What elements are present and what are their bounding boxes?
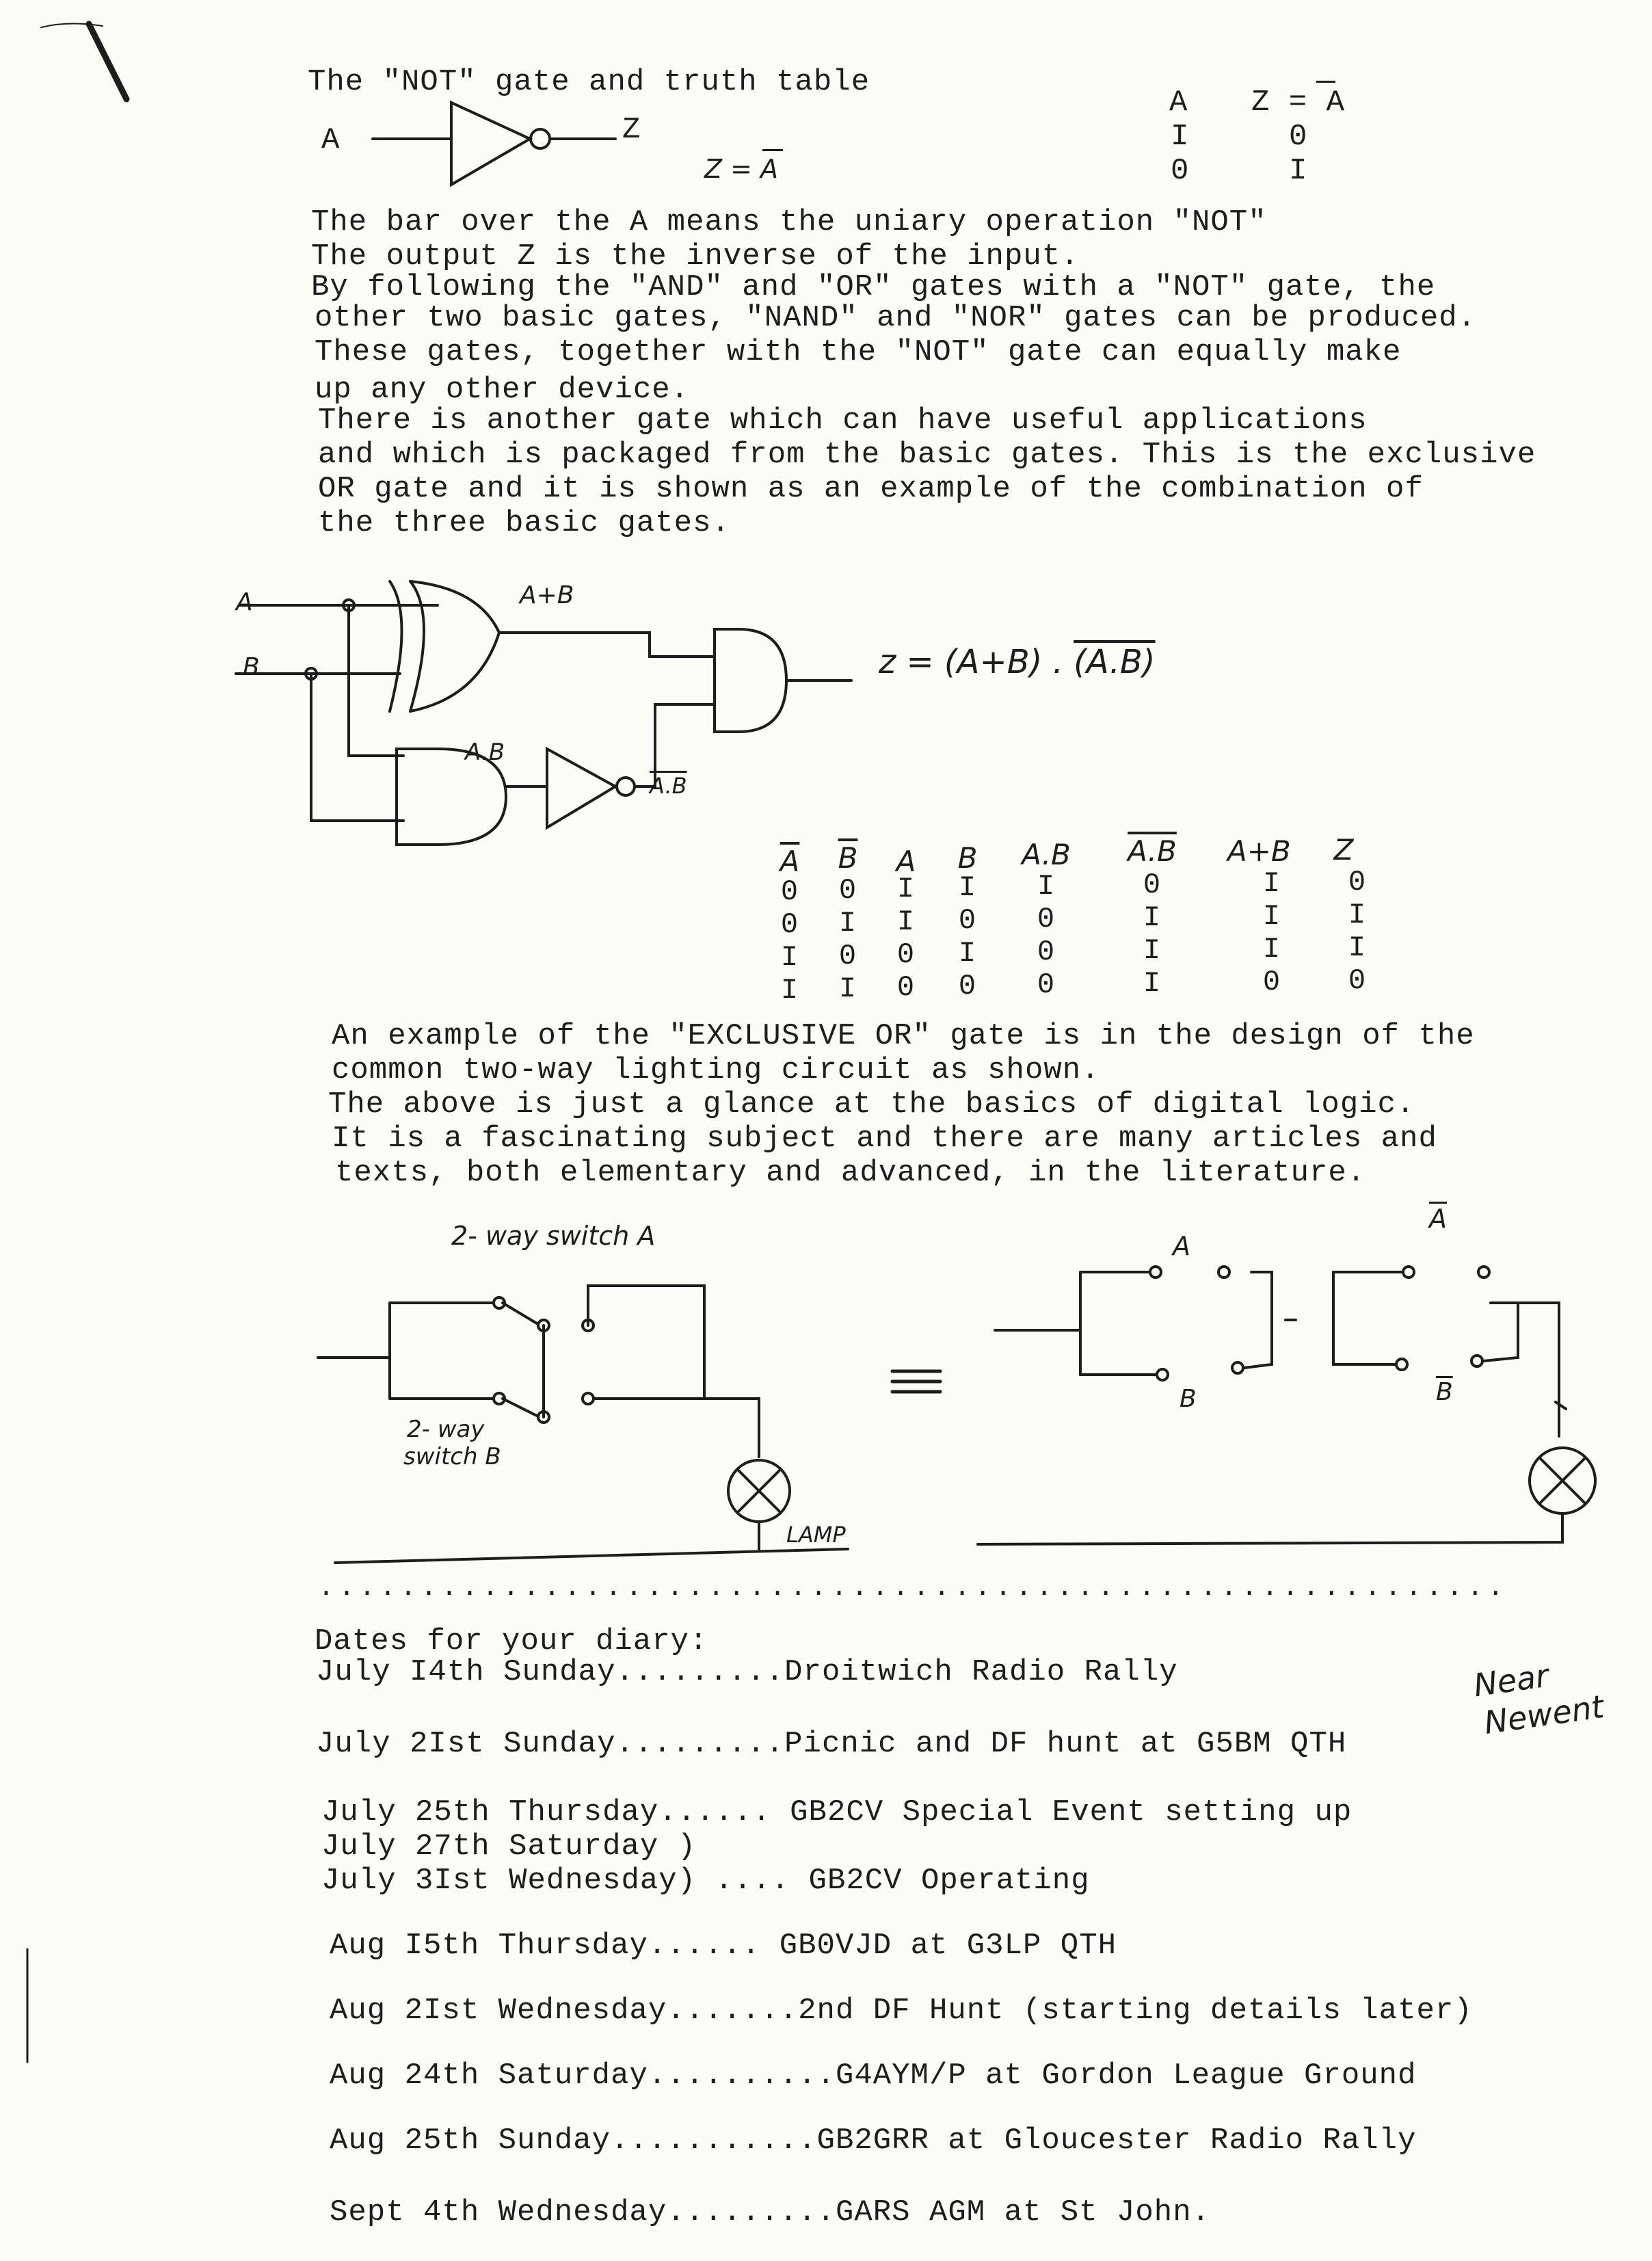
- diary-day: I4th: [410, 1655, 485, 1689]
- switch-a-label: 2- way switch A: [451, 1221, 656, 1251]
- xor-cell: I: [896, 873, 916, 905]
- xor-cell: 0: [896, 971, 916, 1004]
- diary-entry: [330, 2195, 1210, 2230]
- xor-cell: I: [780, 974, 799, 1007]
- xor-header: A.B: [1022, 838, 1071, 871]
- diary-dots: .........: [615, 1655, 785, 1689]
- corner-mark: [89, 24, 126, 99]
- text-line: The output Z is the inverse of the input.: [311, 239, 1080, 274]
- switch-b-label-1: 2- way: [407, 1416, 485, 1443]
- diary-event: 2nd DF Hunt (starting details later): [798, 1994, 1473, 2028]
- diary-event: GB2CV Operating: [808, 1864, 1090, 1898]
- xor-cell: 0: [838, 874, 857, 907]
- text-line: It is a fascinating subject and there are many articles and: [332, 1122, 1437, 1156]
- diary-day: I5th: [404, 1929, 480, 1963]
- equivalence-sign: [892, 1371, 940, 1392]
- not-table-overbar: [1316, 81, 1335, 83]
- not-output-label: [650, 773, 687, 799]
- diary-day: 27th: [415, 1829, 490, 1864]
- xor-cell: I: [1143, 901, 1162, 934]
- diary-entry: [316, 1727, 1346, 1761]
- diary-month: Aug: [330, 2059, 386, 2093]
- xor-cell: I: [838, 907, 857, 940]
- xor-formula-bar: (A.B): [1074, 643, 1156, 681]
- xor-cell: I: [1262, 933, 1281, 966]
- text-line: the three basic gates.: [318, 506, 730, 540]
- lighting-circuit-right: [978, 1267, 1595, 1544]
- formula-overbar: [762, 149, 783, 151]
- diary-title: Dates for your diary:: [315, 1624, 708, 1658]
- diary-day: 2Ist: [410, 1727, 485, 1761]
- diary-dots: .........: [615, 1727, 785, 1761]
- diary-weekday: Sunday: [498, 2124, 611, 2158]
- right-a-label: A: [1173, 1231, 1190, 1261]
- xor-header: Z: [1333, 833, 1354, 867]
- diary-month: July: [321, 1829, 397, 1864]
- xor-header: B: [957, 841, 978, 875]
- xor-header: A+B: [1227, 834, 1291, 868]
- diary-month: July: [321, 1864, 397, 1898]
- not-table-cell: 0: [1171, 154, 1190, 188]
- xor-header: A.B: [1128, 834, 1177, 868]
- diary-weekday: Saturday: [498, 2059, 648, 2093]
- diary-event: GB2GRR at Gloucester Radio Rally: [816, 2124, 1417, 2158]
- diary-event: GB0VJD at G3LP QTH: [779, 1929, 1117, 1963]
- not-table-cell: I: [1289, 154, 1308, 188]
- not-table-header-z: Z = A: [1251, 85, 1346, 120]
- diary-day: 24th: [404, 2059, 480, 2093]
- diary-weekday: Sunday: [503, 1655, 616, 1689]
- xor-header: $\overline{A}$: [780, 845, 800, 878]
- diary-event: G4AYM/P at Gordon League Ground: [835, 2059, 1417, 2093]
- text-line: common two-way lighting circuit as shown.: [332, 1053, 1100, 1087]
- diary-dots: ..........: [648, 2059, 836, 2093]
- text-line: up any other device.: [315, 373, 690, 407]
- xor-circuit-wires: [236, 581, 851, 845]
- xor-cell: 0: [1348, 866, 1367, 899]
- page-title: The "NOT" gate and truth table: [308, 65, 870, 99]
- diary-weekday: Wednesday): [509, 1864, 697, 1898]
- xor-cell: 0: [1348, 964, 1367, 997]
- not-table-header-a: A: [1169, 85, 1188, 120]
- diary-weekday: Wednesday: [498, 2195, 667, 2230]
- diary-dots: .......: [667, 1994, 799, 2028]
- text-line: The bar over the A means the uniary operation "NOT": [311, 205, 1267, 239]
- diary-event: Picnic and DF hunt at G5BM QTH: [784, 1727, 1347, 1761]
- diary-weekday: Saturday ): [509, 1829, 697, 1864]
- right-not-a-label: $\overline{A}$: [1429, 1204, 1447, 1234]
- xor-cell: I: [780, 941, 799, 974]
- not-gate-output-label: Z: [622, 113, 641, 147]
- xor-cell: I: [1143, 934, 1162, 967]
- diary-dots: .........: [667, 2195, 836, 2230]
- xor-input-a: A: [236, 588, 253, 616]
- xor-formula-prefix: z = (A+B) .: [879, 643, 1063, 681]
- diary-entry: [321, 1829, 696, 1864]
- margin-note-line-2: Newent: [1482, 1688, 1606, 1741]
- diary-entry: [330, 2059, 1416, 2093]
- diary-weekday: Thursday: [498, 1929, 648, 1963]
- diary-dots: ......: [658, 1795, 771, 1829]
- diary-entry: [330, 1929, 1117, 1963]
- text-line: other two basic gates, "NAND" and "NOR" gates can be produced.: [315, 301, 1477, 335]
- diary-month: July: [321, 1795, 397, 1829]
- xor-cell: 0: [896, 938, 916, 971]
- text-line: These gates, together with the "NOT" gate can equally make: [315, 335, 1402, 369]
- dotted-separator: ..........................................................: [318, 1573, 1508, 1604]
- xor-cell: I: [1348, 931, 1367, 964]
- lamp-label: LAMP: [786, 1522, 846, 1548]
- xor-cell: I: [958, 937, 977, 970]
- text-line: and which is packaged from the basic gates. This is the exclusive: [318, 438, 1536, 472]
- xor-formula: [879, 643, 1156, 681]
- xor-cell: 0: [958, 970, 977, 1003]
- diary-weekday: Thursday: [509, 1795, 659, 1829]
- xor-cell: I: [838, 973, 857, 1005]
- diary-month: Aug: [330, 2124, 386, 2158]
- not-gate-formula: [704, 154, 778, 184]
- diary-dots: ...........: [611, 2124, 817, 2158]
- text-line: texts, both elementary and advanced, in the literature.: [335, 1156, 1366, 1190]
- not-output-text: A.B: [650, 773, 687, 799]
- xor-cell: I: [896, 905, 916, 938]
- diary-month: July: [316, 1727, 391, 1761]
- diary-month: July: [316, 1655, 391, 1689]
- right-b-label: B: [1180, 1385, 1197, 1413]
- xor-cell: 0: [780, 875, 799, 908]
- diary-event: Droitwich Radio Rally: [784, 1655, 1178, 1689]
- diary-month: Aug: [330, 1994, 386, 2028]
- xor-cell: I: [1262, 900, 1281, 933]
- xor-cell: I: [1348, 899, 1367, 931]
- xor-header: $\overline{B}$: [838, 841, 858, 875]
- xor-cell: 0: [958, 904, 977, 937]
- and-output-label: A.B: [465, 739, 505, 766]
- xor-cell: I: [958, 871, 977, 904]
- diary-month: Aug: [330, 1929, 386, 1963]
- text-line: By following the "AND" and "OR" gates with a "NOT" gate, the: [311, 270, 1436, 304]
- xor-cell: 0: [1037, 968, 1056, 1001]
- diary-entry: [330, 1994, 1473, 2028]
- diary-day: 4th: [423, 2195, 480, 2230]
- diary-entry: [330, 2124, 1416, 2158]
- diary-weekday: Sunday: [503, 1727, 616, 1761]
- xor-header: A: [896, 845, 916, 878]
- diary-month: Sept: [330, 2195, 405, 2230]
- diary-dots: ....: [715, 1864, 790, 1898]
- diary-day: 25th: [404, 2124, 480, 2158]
- diary-entry: [316, 1655, 1178, 1689]
- diary-weekday: Wednesday: [498, 1994, 667, 2028]
- xor-cell: 0: [1037, 903, 1056, 936]
- diary-day: 25th: [415, 1795, 490, 1829]
- not-gate-input-label: A: [321, 123, 341, 157]
- diary-entry: [321, 1864, 1090, 1898]
- xor-cell: I: [1262, 867, 1281, 900]
- text-line: The above is just a glance at the basics of digital logic.: [328, 1087, 1415, 1122]
- xor-cell: 0: [1143, 869, 1162, 901]
- xor-cell: 0: [1262, 966, 1281, 999]
- xor-cell: 0: [838, 940, 857, 973]
- right-not-b-label: $\overline{B}$: [1436, 1378, 1453, 1406]
- switch-b-label-2: switch B: [403, 1443, 501, 1470]
- formula-text: Z = A: [704, 154, 779, 184]
- diary-event: GB2CV Special Event setting up: [790, 1795, 1353, 1829]
- diary-event: GARS AGM at St John.: [835, 2195, 1211, 2230]
- xor-cell: 0: [780, 908, 799, 941]
- lighting-circuit-left: [318, 1286, 848, 1563]
- text-line: An example of the "EXCLUSIVE OR" gate is in the design of the: [332, 1019, 1475, 1053]
- text-line: There is another gate which can have useful applications: [318, 404, 1368, 438]
- diary-day: 3Ist: [415, 1864, 490, 1898]
- xor-cell: I: [1037, 870, 1056, 903]
- xor-cell: I: [1143, 967, 1162, 1000]
- not-gate-symbol: [373, 103, 615, 185]
- xor-input-b: B: [243, 653, 260, 681]
- diary-day: 2Ist: [404, 1994, 480, 2028]
- xor-cell: 0: [1037, 936, 1056, 968]
- not-table-cell: 0: [1289, 120, 1308, 154]
- or-output-label: A+B: [520, 581, 574, 609]
- text-line: OR gate and it is shown as an example of the combination of: [318, 472, 1424, 506]
- diary-dots: ......: [648, 1929, 761, 1963]
- diary-entry: [321, 1795, 1352, 1829]
- margin-note-line-1: Near: [1471, 1656, 1551, 1704]
- not-table-cell: I: [1171, 120, 1190, 154]
